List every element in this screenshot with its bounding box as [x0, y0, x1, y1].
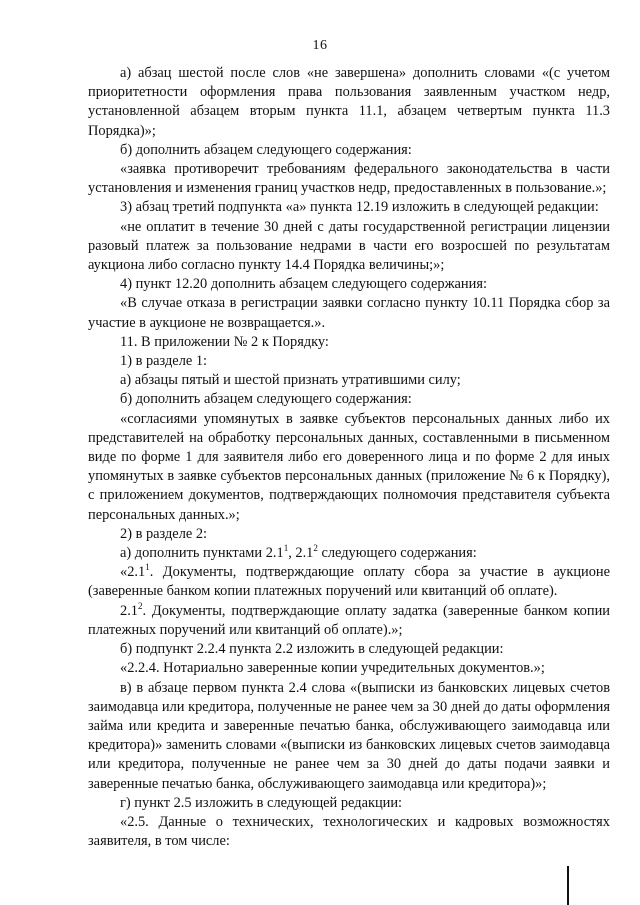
superscript: 2: [138, 600, 143, 611]
superscript: 2: [313, 543, 318, 554]
paragraph: «В случае отказа в регистрации заявки согласно пункту 10.11 Порядка сбор за участие в аукционе не возвращается.».: [88, 295, 610, 331]
page-number: 16: [312, 38, 328, 53]
paragraph: 4) пункт 12.20 дополнить абзацем следующего содержания:: [120, 276, 487, 293]
document-body: [88, 64, 610, 851]
paragraph-text: «2.1: [120, 564, 146, 581]
paragraph: «согласиями упомянутых в заявке субъектов персональных данных либо их представителей на обработку персональных данных, составленными в письменном виде по форме 1 для заявителя либо его доверенного лица и по форме 2 для иных упомянутых в заявке субъектов персональных данных (приложение № 6 к Порядку), с приложением документов, подтверждающих полномочия представителя субъекта персональных данных.»;: [88, 410, 610, 523]
paragraph: б) дополнить абзацем следующего содержания:: [120, 141, 412, 158]
paragraph-text: . Документы, подтверждающие оплату сбора за участие в аукционе (заверенные банком копии платежных поручений или квитанций об оплате).: [88, 564, 610, 600]
paragraph: [88, 544, 610, 563]
paragraph-text: , 2.1: [288, 545, 314, 562]
paragraph: б) подпункт 2.2.4 пункта 2.2 изложить в следующей редакции:: [120, 641, 504, 658]
paragraph: г) пункт 2.5 изложить в следующей редакции:: [120, 794, 403, 811]
paragraph: 2) в разделе 2:: [120, 525, 208, 542]
paragraph: «2.5. Данные о технических, технологических и кадровых возможностях заявителя, в том числе:: [88, 813, 610, 850]
paragraph-text: 2.1: [120, 602, 138, 619]
paragraph: 11. В приложении № 2 к Порядку:: [120, 333, 329, 350]
paragraph: «заявка противоречит требованиям федерального законодательства в части установления и изменения границ участков недр, предоставленных в пользование.»;: [88, 161, 610, 197]
scan-mark: [567, 866, 569, 905]
paragraph: 3) абзац третий подпункта «а» пункта 12.19 изложить в следующей редакции:: [120, 199, 599, 216]
paragraph-text: . Документы, подтверждающие оплату задатка (заверенные банком копии платежных поручений или квитанций об оплате).»;: [88, 602, 610, 638]
paragraph-text: а) дополнить пунктами 2.1: [120, 545, 284, 562]
paragraph: в) в абзаце первом пункта 2.4 слова «(выписки из банковских лицевых счетов заимодавца или кредитора, полученные не ранее чем за 30 дней до даты оформления займа или кредита и заверенные печатью банка, обслуживающего заимодавца или кредитора)» заменить словами «(выписки из банковских лицевых счетов заимодавца или кредитора, полученные не ранее чем за 30 дней до даты подачи заявки и заверенные печатью банка, обслуживающего заимодавца или кредитора)»;: [88, 679, 610, 792]
paragraph: [88, 602, 610, 640]
paragraph: а) абзац шестой после слов «не завершена» дополнить словами «(с учетом приоритетности оформления права пользования заявленным участком недр, установленной абзацем вторым пункта 11.1, абзацем четвертым пункта 11.3 Порядка)»;: [88, 65, 610, 139]
paragraph: «не оплатит в течение 30 дней с даты государственной регистрации лицензии разовый платеж за пользование недрами в части его возросшей по результатам аукциона либо согласно пункту 14.4 Порядка величины;»;: [88, 218, 610, 274]
superscript: 1: [283, 543, 289, 554]
paragraph: 1) в разделе 1:: [120, 353, 208, 370]
paragraph: «2.2.4. Нотариально заверенные копии учредительных документов.»;: [120, 660, 545, 677]
paragraph: а) абзацы пятый и шестой признать утратившими силу;: [120, 372, 461, 389]
paragraph: [88, 563, 610, 601]
paragraph: б) дополнить абзацем следующего содержания:: [120, 391, 412, 408]
superscript: 1: [145, 562, 150, 573]
paragraph-text: следующего содержания:: [317, 545, 477, 562]
